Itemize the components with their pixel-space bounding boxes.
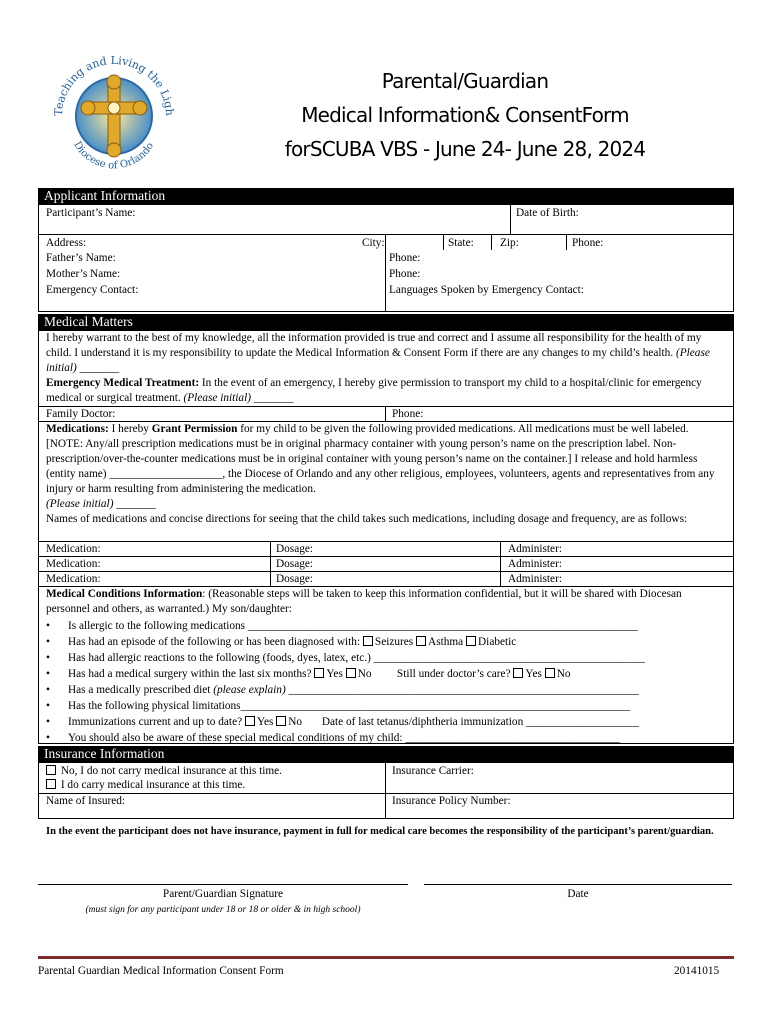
divider: [385, 406, 386, 421]
fathers-phone-field[interactable]: Phone:: [389, 252, 421, 264]
mothers-name-field[interactable]: Mother’s Name:: [46, 268, 121, 280]
divider: [38, 556, 734, 557]
physical-limitations-field[interactable]: Has the following physical limitations_____________________________________________________________________: [68, 700, 631, 712]
allergic-reactions-field[interactable]: Has had allergic reactions to the following (foods, dyes, latex, etc.) ________________________________________________: [68, 652, 645, 664]
date-of-birth-field[interactable]: Date of Birth:: [516, 207, 579, 219]
insurance-section-heading: Insurance Information: [38, 746, 734, 762]
address-field[interactable]: Address:: [46, 237, 87, 249]
svg-text:Teaching and Living the Light: Teaching and Living the Ligh: [51, 53, 177, 117]
insured-name-field[interactable]: Name of Insured:: [46, 795, 126, 807]
divider: [566, 234, 567, 250]
tetanus-date-field[interactable]: Date of last tetanus/diphtheria immunization ____________________: [321, 716, 640, 728]
insurance-notice: In the event the participant does not have insurance, payment in full for medical care becomes the responsibility of the participant’s parent/guardian.: [46, 826, 714, 837]
divider: [38, 571, 734, 572]
participant-name-field[interactable]: Participant’s Name:: [46, 207, 136, 219]
divider: [510, 204, 511, 234]
initial-field[interactable]: (Please initial) _______: [183, 392, 294, 404]
medication-names-paragraph: Names of medications and concise directions for seeing that the child takes such medications, including dosage and frequency, are as follows:: [46, 513, 688, 525]
footer-code: 20141015: [674, 965, 720, 977]
no-insurance-option[interactable]: No, I do not carry medical insurance at this time.: [46, 764, 282, 779]
yes-insurance-option[interactable]: I do carry medical insurance at this time.: [46, 778, 245, 793]
footer-form-name: Parental Guardian Medical Information Consent Form: [38, 965, 284, 977]
medication-field[interactable]: Medication:: [46, 573, 101, 585]
footer-divider: [38, 956, 734, 959]
diabetic-checkbox[interactable]: [466, 636, 476, 646]
fathers-name-field[interactable]: Father’s Name:: [46, 252, 116, 264]
date-label: Date: [567, 888, 589, 900]
form-title-line3: forSCUBA VBS - June 24- June 28, 2024: [284, 137, 646, 161]
divider: [385, 762, 386, 819]
administer-field[interactable]: Administer:: [508, 558, 562, 570]
city-field[interactable]: City:: [362, 237, 385, 249]
form-title-line2: Medical Information& ConsentForm: [301, 103, 629, 127]
languages-field[interactable]: Languages Spoken by Emergency Contact:: [389, 284, 584, 296]
divider: [443, 234, 444, 250]
parent-signature-line[interactable]: [38, 884, 408, 885]
state-field[interactable]: State:: [448, 237, 474, 249]
administer-field[interactable]: Administer:: [508, 543, 562, 555]
family-doctor-field[interactable]: Family Doctor:: [46, 408, 116, 420]
seizures-checkbox[interactable]: [363, 636, 373, 646]
doctor-phone-field[interactable]: Phone:: [392, 408, 424, 420]
initial-field[interactable]: (Please initial) _______: [46, 347, 710, 374]
phone-field[interactable]: Phone:: [572, 237, 604, 249]
diocese-logo: [44, 44, 184, 184]
warranty-paragraph: I hereby warrant to the best of my knowledge, all the information provided is true and correct and I assume all responsibility for the health of my child. I understand it is my responsibility to update the Medical Information & Consent Form if there are any changes to my child’s health. (Please initial) _______: [46, 332, 710, 374]
zip-field[interactable]: Zip:: [500, 237, 519, 249]
divider: [38, 406, 734, 407]
emergency-paragraph: Emergency Medical Treatment: In the event of an emergency, I hereby give permission to transport my child to a hospital/clinic for emergency medical or surgical treatment. (Please initial) _______: [46, 377, 702, 404]
divider: [38, 793, 734, 794]
dosage-field[interactable]: Dosage:: [276, 558, 314, 570]
dosage-field[interactable]: Dosage:: [276, 543, 314, 555]
applicant-box: [38, 204, 734, 312]
doctor-care-yes-checkbox[interactable]: [513, 668, 523, 678]
applicant-section-heading: Applicant Information: [38, 188, 734, 204]
date-line[interactable]: [424, 884, 732, 885]
initial-field[interactable]: (Please initial) _______: [46, 498, 156, 510]
conditions-paragraph: Medical Conditions Information: (Reasonable steps will be taken to keep this information confidential, but it will be shared with Diocesan personnel and others, as warranted.) My son/daughter:: [46, 588, 682, 615]
divider: [491, 234, 492, 250]
immunization-yes-checkbox[interactable]: [245, 716, 255, 726]
medications-paragraph: Medications: I hereby Grant Permission for my child to be given the following provided medications. All medications must be well labeled. [NOTE: Any/all prescription medications must be in original pharmacy container with young person’s name on the prescription label. Non-prescription/over-the-counter medications must be in original container with young person’s name on the container.] I release and hold harmless (entity name) ____________________, the Diocese of Orlando and any other religious, employees, volunteers, agents and representatives from any injury or harm resulting from administering the medication. (Please initial) _______: [46, 423, 715, 510]
surgery-yes-checkbox[interactable]: [314, 668, 324, 678]
administer-field[interactable]: Administer:: [508, 573, 562, 585]
divider: [385, 234, 386, 312]
surgery-no-checkbox[interactable]: [346, 668, 356, 678]
svg-text:Diocese of Orlando: Diocese of Orlando: [71, 139, 157, 172]
doctor-care-no-checkbox[interactable]: [545, 668, 555, 678]
no-insurance-checkbox[interactable]: [46, 765, 56, 775]
yes-insurance-checkbox[interactable]: [46, 779, 56, 789]
divider: [270, 541, 271, 586]
mothers-phone-field[interactable]: Phone:: [389, 268, 421, 280]
parent-signature-label: Parent/Guardian Signature: [162, 888, 284, 900]
divider: [38, 234, 734, 235]
diet-field[interactable]: Has a medically prescribed diet (please explain) ______________________________________________________________: [68, 684, 639, 696]
asthma-checkbox[interactable]: [416, 636, 426, 646]
policy-number-field[interactable]: Insurance Policy Number:: [392, 795, 511, 807]
medical-section-heading: Medical Matters: [38, 314, 734, 330]
dosage-field[interactable]: Dosage:: [276, 573, 314, 585]
emergency-contact-field[interactable]: Emergency Contact:: [46, 284, 139, 296]
medication-field[interactable]: Medication:: [46, 558, 101, 570]
allergy-medications-field[interactable]: Is allergic to the following medications _____________________________________________________________________: [68, 620, 638, 632]
insurance-carrier-field[interactable]: Insurance Carrier:: [392, 765, 474, 777]
immunization-no-checkbox[interactable]: [276, 716, 286, 726]
divider: [500, 541, 501, 586]
medication-field[interactable]: Medication:: [46, 543, 101, 555]
special-conditions-field[interactable]: You should also be aware of these special medical conditions of my child: ______________________________________: [68, 732, 621, 744]
signature-note: (must sign for any participant under 18 or 18 or older & in high school): [85, 905, 361, 915]
divider: [38, 541, 734, 542]
form-title-line1: Parental/Guardian: [381, 69, 549, 93]
